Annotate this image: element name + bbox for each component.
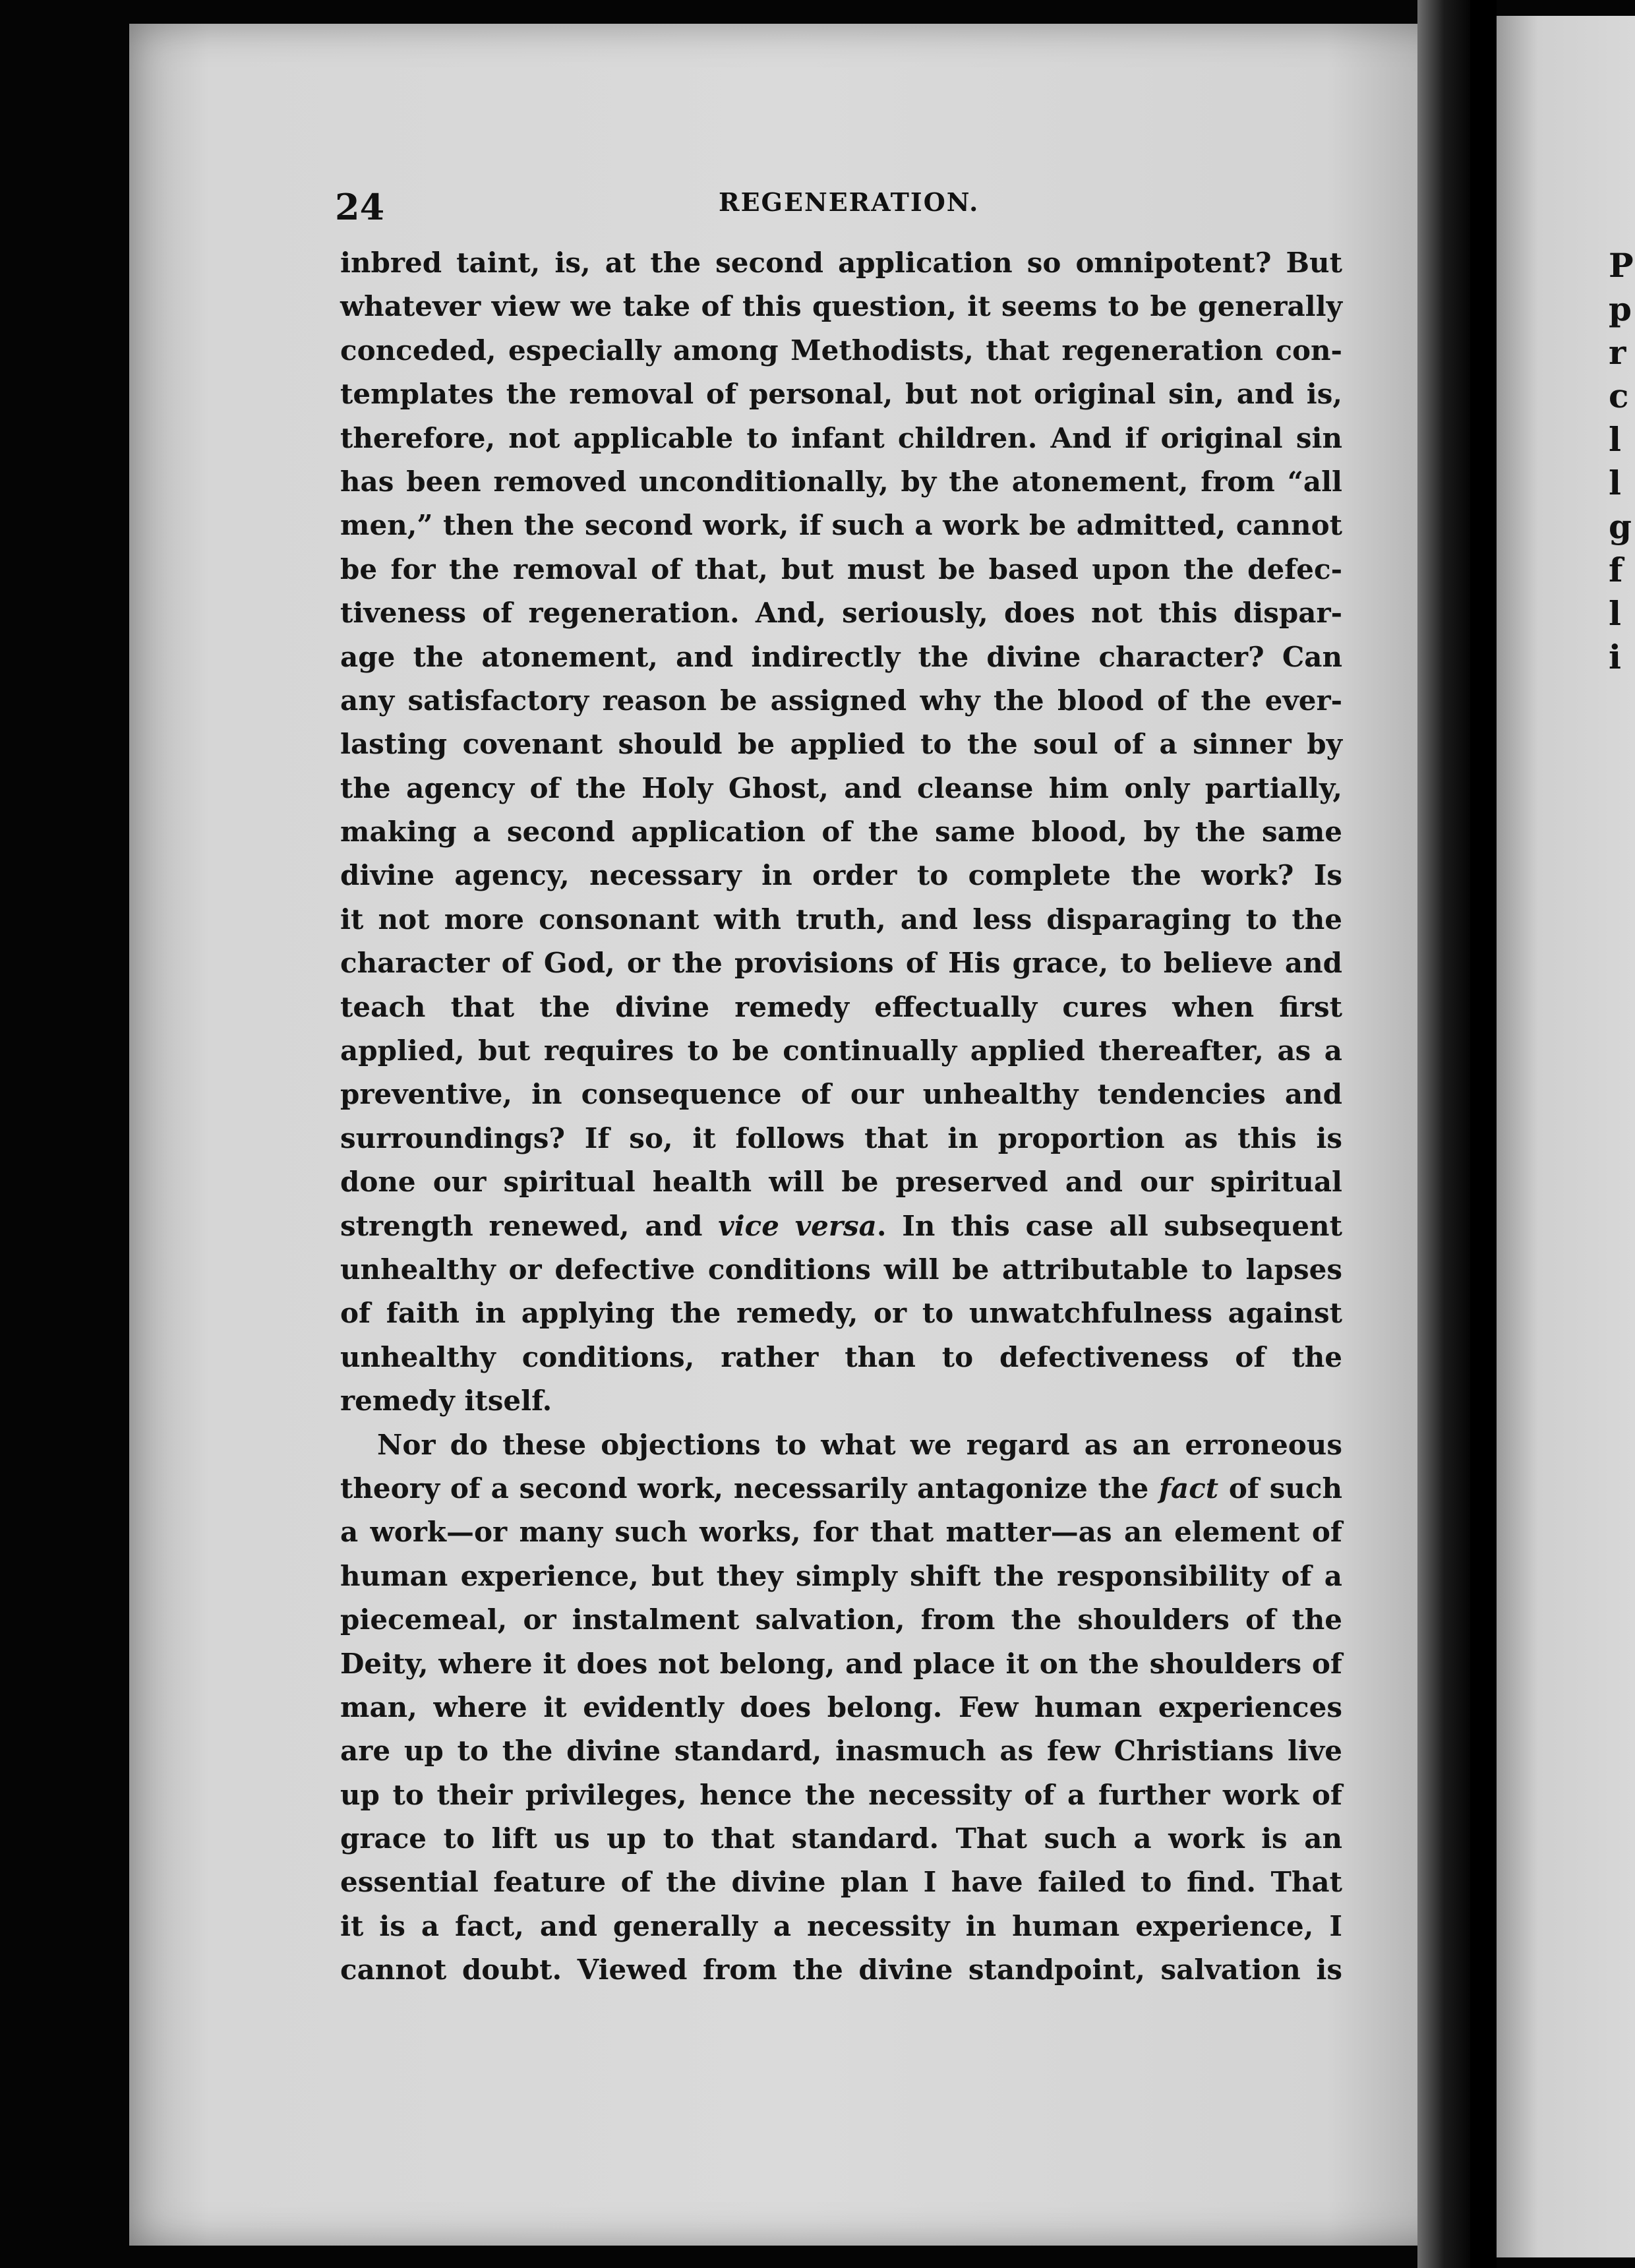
paragraph-1 (340, 241, 1342, 1423)
text-line: lasting covenant should be applied to the soul of a sinner by (340, 728, 1342, 761)
text-line: making a second application of the same blood, by the same (340, 816, 1342, 849)
facing-page-letter: r (1609, 333, 1626, 372)
text-line: teach that the divine remedy effectually cures when first (340, 990, 1342, 1023)
text-line: character of God, or the provisions of His grace, to believe and (340, 947, 1342, 980)
text-line: human experience, but they simply shift the responsibility of a (340, 1559, 1342, 1592)
text-line: whatever view we take of this question, it seems to be generally (340, 290, 1342, 323)
text-line: inbred taint, is, at the second application so omnipotent? But (340, 247, 1342, 279)
text-line: Nor do these objections to what we regard as an erroneous (377, 1428, 1342, 1461)
text-line: surroundings? If so, it follows that in proportion as this is (340, 1121, 1342, 1154)
facing-page-letter: g (1609, 507, 1632, 546)
text-line: conceded, especially among Methodists, that regeneration con- (340, 334, 1342, 367)
text-line: the agency of the Holy Ghost, and cleanse him only partially, (340, 771, 1342, 804)
text-line: tiveness of regeneration. And, seriously, does not this dispar- (340, 597, 1342, 630)
text-line: templates the removal of personal, but not original sin, and is, (340, 378, 1342, 411)
paragraph-2 (340, 1423, 1342, 1992)
text-line: therefore, not applicable to infant children. And if original sin (340, 421, 1342, 454)
text-line: cannot doubt. Viewed from the divine standpoint, salvation is (340, 1954, 1342, 1986)
body-text (340, 241, 1342, 1992)
facing-page-letter: p (1609, 289, 1632, 328)
book-spine-shadow (1417, 0, 1477, 2268)
text-line-with-italic: theory of a second work, necessarily antagonize the fact of such (340, 1472, 1342, 1505)
text-line: of faith in applying the remedy, or to unwatchfulness against (340, 1297, 1342, 1330)
text-line: it not more consonant with truth, and less disparaging to the (340, 903, 1342, 936)
text-line: up to their privileges, hence the necessity of a further work of (340, 1778, 1342, 1811)
facing-page-letters (1609, 244, 1635, 679)
text-line: unhealthy conditions, rather than to defectiveness of the (340, 1340, 1342, 1373)
text-line: piecemeal, or instalment salvation, from the shoulders of the (340, 1603, 1342, 1636)
text-line-with-italic: strength renewed, and vice versa. In this case all subsequent (340, 1209, 1342, 1242)
facing-page-letter: c (1609, 376, 1629, 415)
text-line: are up to the divine standard, inasmuch as few Christians live (340, 1735, 1342, 1768)
text-line: unhealthy or defective conditions will be attributable to lapses (340, 1253, 1342, 1286)
text-line: man, where it evidently does belong. Few human experiences (340, 1690, 1342, 1723)
text-line: it is a fact, and generally a necessity in human experience, I (340, 1909, 1342, 1942)
facing-page-letter: f (1609, 551, 1623, 589)
text-line: done our spiritual health will be preserved and our spiritual (340, 1166, 1342, 1199)
italic-phrase: vice versa (718, 1209, 877, 1242)
book-gutter (1470, 0, 1497, 2268)
text-line: remedy itself. (340, 1385, 552, 1418)
running-head: REGENERATION. (719, 187, 980, 217)
text-line: essential feature of the divine plan I have failed to find. That (340, 1866, 1342, 1899)
text-line: divine agency, necessary in order to complete the work? Is (340, 859, 1342, 892)
facing-page-letter: l (1609, 463, 1621, 502)
text-line: preventive, in consequence of our unhealthy tendencies and (340, 1078, 1342, 1111)
facing-page-letter: i (1609, 638, 1621, 676)
page-number: 24 (335, 186, 385, 228)
facing-page-letter: l (1609, 594, 1621, 633)
text-line: applied, but requires to be continually applied thereafter, as a (340, 1034, 1342, 1067)
text-line: a work—or many such works, for that matter—as an element of (340, 1516, 1342, 1549)
facing-page-letter: P (1609, 246, 1634, 285)
italic-phrase: fact (1158, 1472, 1219, 1505)
text-line: any satisfactory reason be assigned why the blood of the ever- (340, 684, 1342, 717)
text-line: age the atonement, and indirectly the divine character? Can (340, 640, 1342, 673)
text-line: Deity, where it does not belong, and place it on the shoulders of (340, 1647, 1342, 1680)
facing-page-letter: l (1609, 420, 1621, 459)
text-line: has been removed unconditionally, by the atonement, from “all (340, 465, 1342, 498)
text-line: men,” then the second work, if such a work be admitted, cannot (340, 509, 1342, 542)
text-line: grace to lift us up to that standard. That such a work is an (340, 1822, 1342, 1855)
text-line: be for the removal of that, but must be based upon the defec- (340, 552, 1342, 585)
